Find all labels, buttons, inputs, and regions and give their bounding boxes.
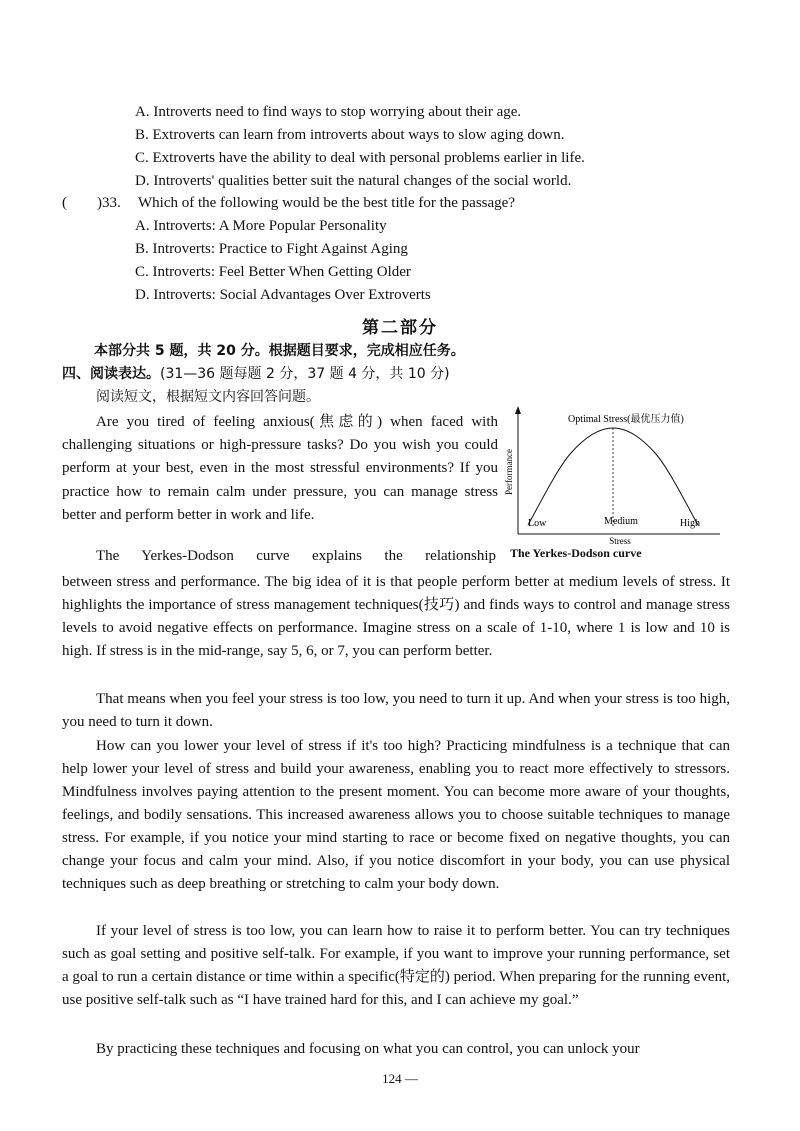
q33-number: ( )33. [62, 195, 121, 211]
tick-label-medium: Medium [604, 516, 638, 527]
reading-directions: 阅读短文，根据短文内容回答问题。 [96, 389, 320, 405]
chart-caption: The Yerkes-Dodson curve [510, 546, 642, 560]
chart-title: Optimal Stress(最优压力值) [568, 414, 684, 425]
passage-paragraph-5: If your level of stress is too low, you can learn how to raise it to perform better. You can try techniques such as goal setting and positive self-talk. For example, if you want to improve your running performance, set a goal to run a certain distance or time within a specific(特定的) period. When preparing for the running event, use positive self-talk such as “I have trained hard for this, and I can achieve my goal.” [62, 923, 730, 1008]
y-axis-arrow [515, 406, 521, 414]
passage-paragraph-3: That means when you feel your stress is too low, you need to turn it up. And when your stress is too high, you need to turn it down. [62, 691, 730, 730]
passage-paragraph-2: between stress and performance. The big idea of it is that people perform better at medium levels of stress. It highlights the importance of stress management techniques(技巧) and finds ways to control and manage stress levels to avoid negative effects on performance. Imagine stress on a scale of 1-10, where 1 is low and 10 is high. If stress is in the mid-range, say 5, 6, or 7, you can perform better. [62, 574, 730, 659]
q32-option-c: C. Extroverts have the ability to deal with personal problems earlier in life. [135, 150, 585, 166]
section-four-points: (31—36 题每题 2 分，37 题 4 分，共 10 分) [160, 366, 450, 382]
q33-question: Which of the following would be the best title for the passage? [138, 195, 515, 211]
part-two-heading: 第二部分 [362, 318, 438, 338]
part-two-instruction: 本部分共 5 题，共 20 分。根据题目要求，完成相应任务。 [94, 343, 465, 359]
q32-option-b: B. Extroverts can learn from introverts about ways to slow aging down. [135, 127, 565, 143]
passage-paragraph-4: How can you lower your level of stress if it's too high? Practicing mindfulness is a technique that can help lower your level of stress and build your awareness, enabling you to react more effectively to stressors. Mindfulness involves paying attention to the present moment. You can become more aware of your thoughts, feelings, and bodily sensations. This increased awareness allows you to choose suitable techniques to manage stress. For example, if you notice your mind starting to race or become fixed on negative thoughts, you can change your focus and calm your mind. Also, if you notice discomfort in your body, you can use physical techniques such as deep breathing or stretching to calm your body down. [62, 738, 730, 892]
y-axis-label: Performance [504, 449, 514, 495]
q33-option-a: A. Introverts: A More Popular Personality [135, 218, 387, 234]
q33-option-c: C. Introverts: Feel Better When Getting Older [135, 264, 411, 280]
passage-paragraph-1: Are you tired of feeling anxious(焦虑的) when faced with challenging situations or high-pressure tasks? Do you wish you could perform at your best, even in the most stressful environments? If you practice how to remain calm under pressure, you can manage stress better and perform better in work and life. [62, 414, 498, 523]
section-four-label: 四、阅读表达。 [62, 366, 160, 382]
q33-option-d: D. Introverts: Social Advantages Over Extroverts [135, 287, 431, 303]
passage-paragraph-2-start: The Yerkes-Dodson curve explains the relationship [96, 548, 496, 564]
q32-option-a: A. Introverts need to find ways to stop worrying about their age. [135, 104, 522, 120]
q33-option-b: B. Introverts: Practice to Fight Against Aging [135, 241, 408, 257]
page-number: 124 — [382, 1071, 418, 1086]
passage-paragraph-6: By practicing these techniques and focusing on what you can control, you can unlock your [96, 1041, 640, 1057]
q32-option-d: D. Introverts' qualities better suit the natural changes of the social world. [135, 173, 572, 189]
section-four-title [62, 364, 450, 384]
yerkes-dodson-chart [498, 400, 738, 570]
tick-label-high: High [680, 518, 700, 529]
x-axis-label: Stress [609, 536, 631, 546]
tick-label-low: Low [528, 518, 547, 529]
